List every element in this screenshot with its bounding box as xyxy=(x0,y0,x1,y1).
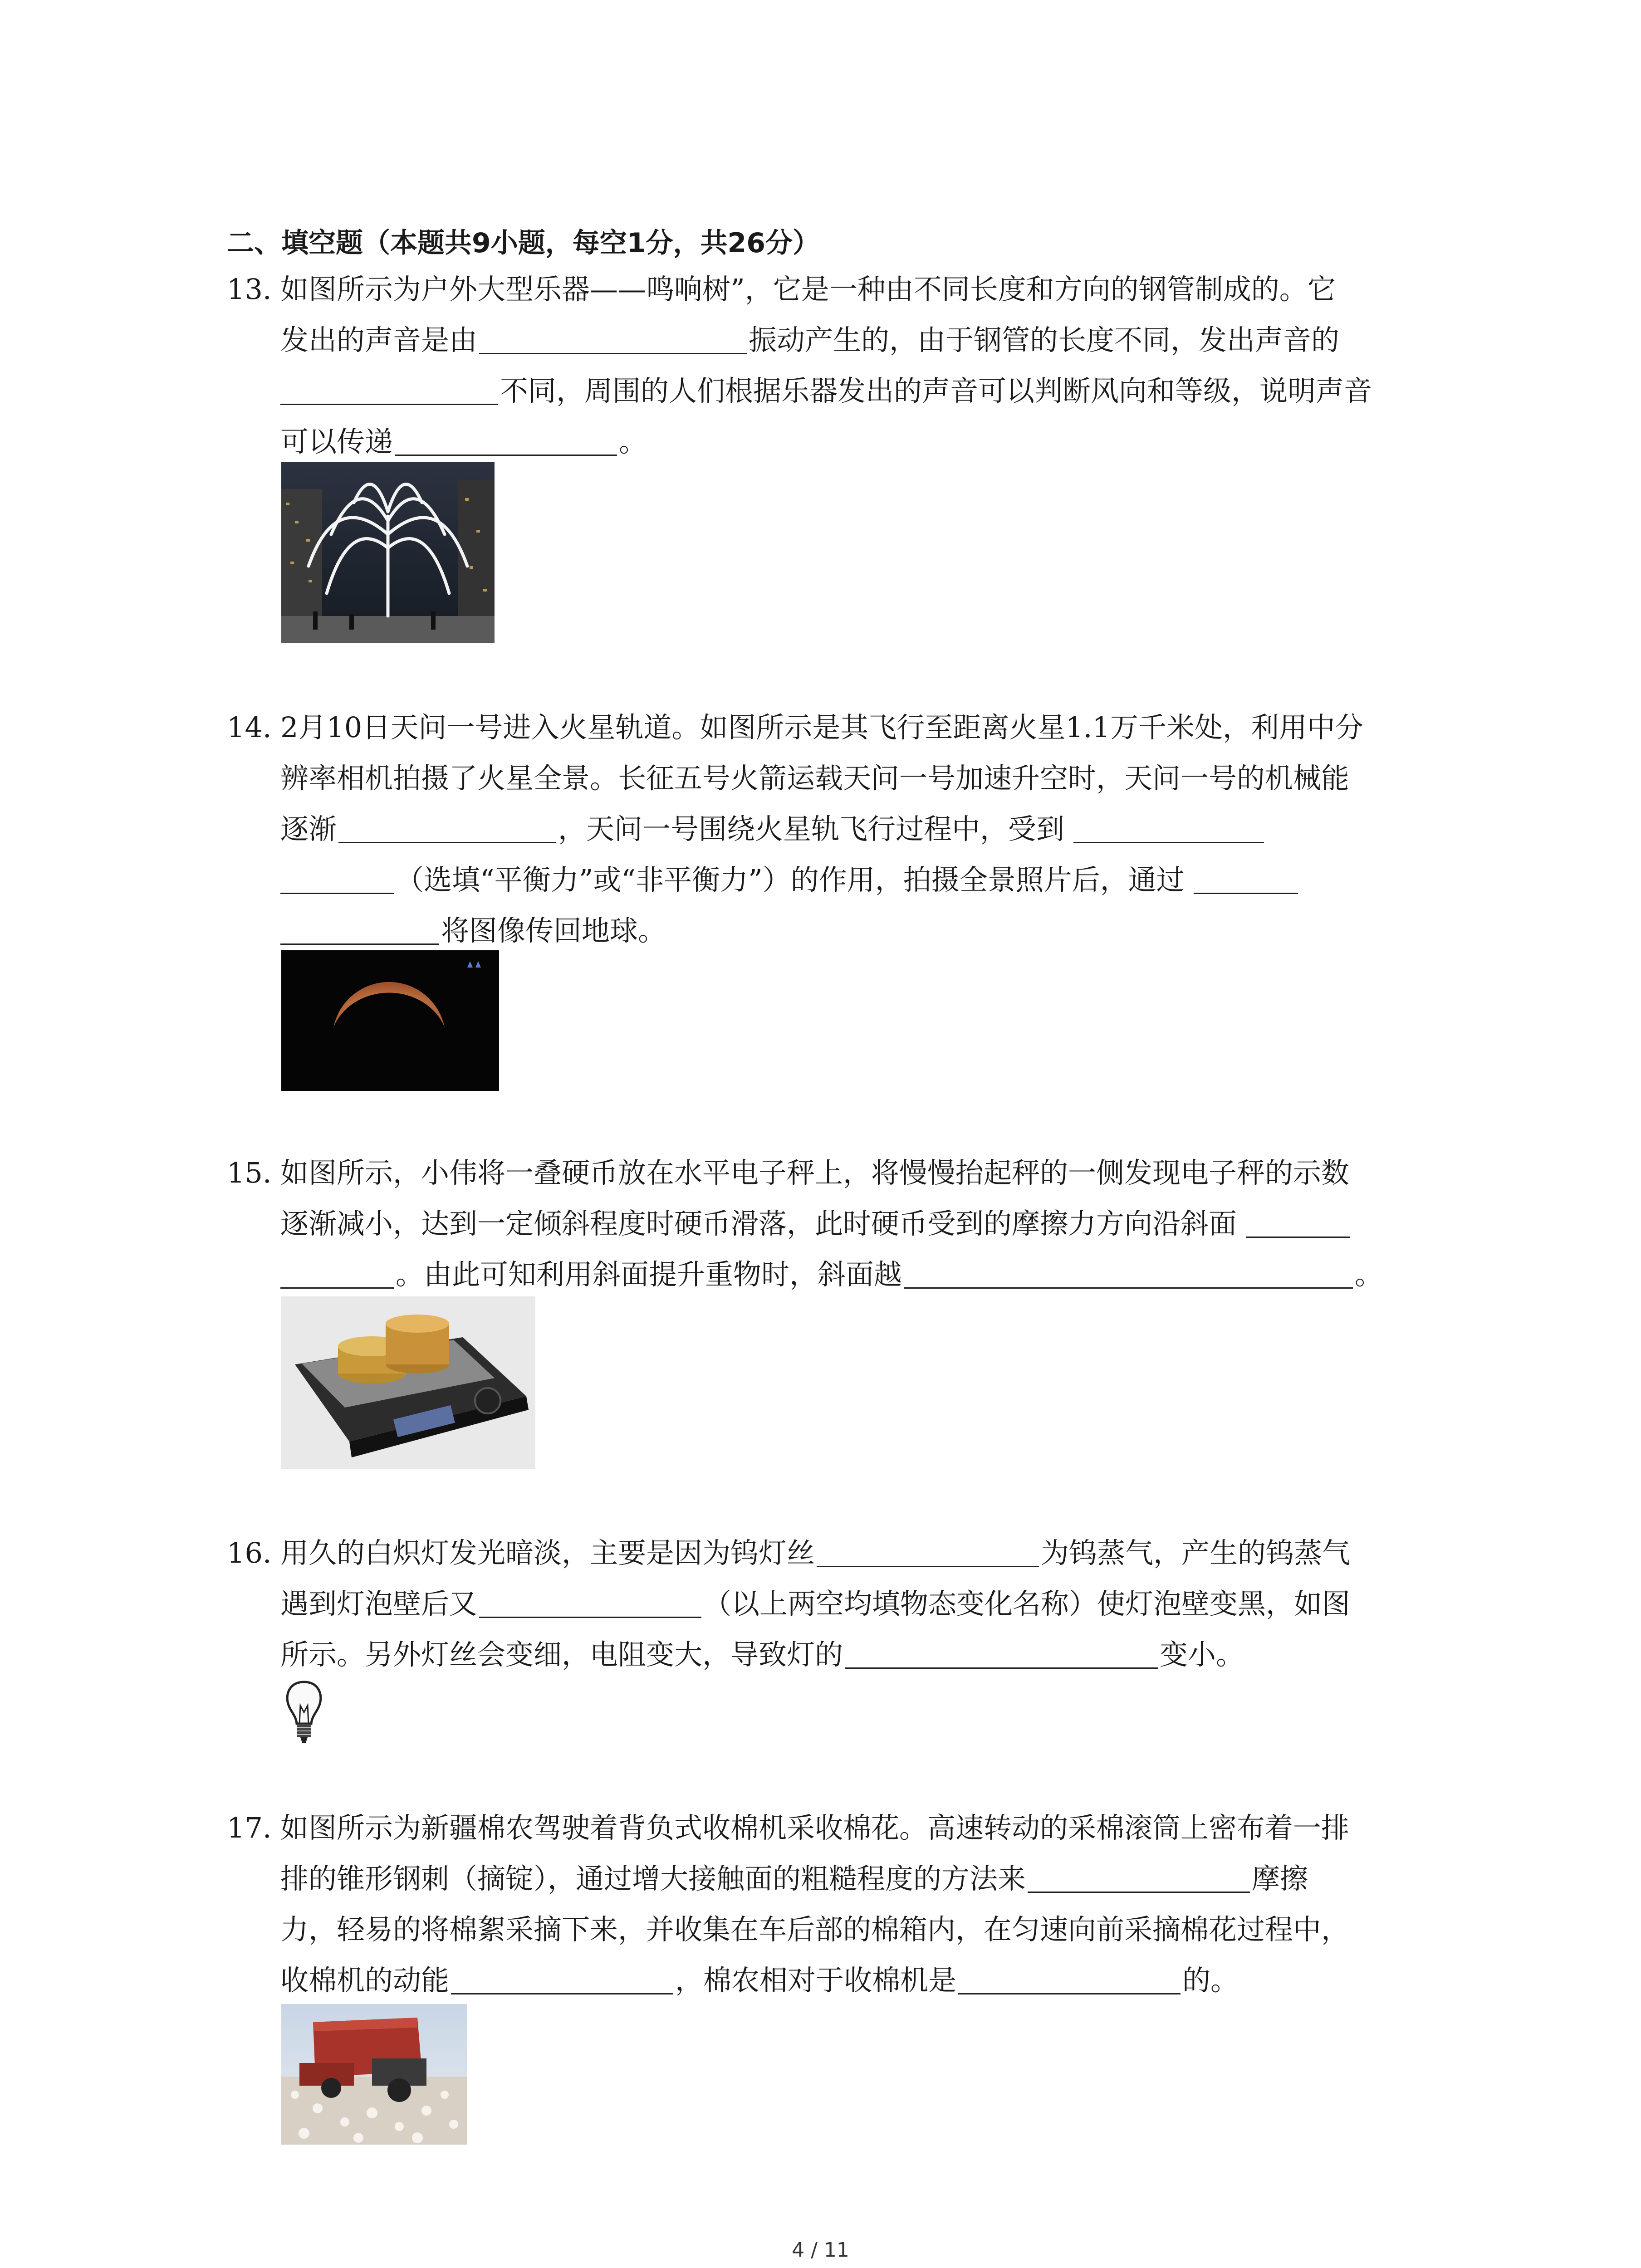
question-number: 13. xyxy=(227,273,272,306)
section-title: 二、填空题（本题共9小题，每空1分，共26分） xyxy=(227,227,820,259)
answer-blank[interactable] xyxy=(338,816,556,843)
question-13: 13. 如图所示为户外大型乐器——鸣响树”，它是一种由不同长度和方向的钢管制成的。它 发出的声音是由 振动产生的，由于钢管的长度不同，发出声音的 不同，周围的人们根据乐器发出的声音可以判断风向和等级，说明声音 可以传递 。 xyxy=(227,264,1452,467)
answer-blank[interactable] xyxy=(1246,1211,1350,1238)
question-number: 17. xyxy=(227,1811,272,1844)
question-16: 16. 用久的白炽灯发光暗淡，主要是因为钨灯丝 为钨蒸气，产生的钨蒸气 遇到灯泡壁后又 （以上两空均填物态变化名称）使灯泡壁变黑，如图 所示。另外灯丝会变细，电阻变大，导致灯的 变小。 xyxy=(227,1528,1452,1680)
mars-photo xyxy=(281,950,499,1091)
answer-blank[interactable] xyxy=(451,1968,673,1994)
page-number: 4 / 11 xyxy=(792,2239,849,2262)
electronic-scale-photo xyxy=(281,1296,535,1469)
answer-blank[interactable] xyxy=(280,1262,394,1289)
answer-blank[interactable] xyxy=(817,1540,1039,1567)
question-number: 16. xyxy=(227,1536,272,1569)
answer-blank[interactable] xyxy=(479,327,747,354)
light-bulb-icon xyxy=(281,1678,327,1746)
answer-blank[interactable] xyxy=(395,429,617,456)
question-14: 14. 2月10日天问一号进入火星轨道。如图所示是其飞行至距离火星1.1万千米处，利用中分 辨率相机拍摄了火星全景。长征五号火箭运载天问一号加速升空时，天问一号的机械能 逐渐 ，天问一号围绕火星轨飞行过程中，受到 （选填“平衡力”或“非平衡力”）的作用，拍摄全景照片后，通过 将图像传回地球。 xyxy=(227,702,1452,956)
answer-blank[interactable] xyxy=(479,1591,701,1618)
answer-blank[interactable] xyxy=(280,867,394,894)
answer-blank[interactable] xyxy=(280,378,498,405)
cotton-harvester-photo xyxy=(281,2004,467,2145)
answer-blank[interactable] xyxy=(845,1642,1158,1669)
answer-blank[interactable] xyxy=(1028,1866,1250,1893)
singing-tree-photo xyxy=(281,462,495,643)
question-17: 17. 如图所示为新疆棉农驾驶着背负式收棉机采收棉花。高速转动的采棉滚筒上密布着一排 排的锥形钢刺（摘锭），通过增大接触面的粗糙程度的方法来 摩擦 力，轻易的将棉絮采摘下来，并收集在车后部的棉箱内，在匀速向前采摘棉花过程中， 收棉机的动能 ，棉农相对于收棉机是 的。 xyxy=(227,1803,1452,2006)
question-number: 14. xyxy=(227,711,272,744)
question-15: 15. 如图所示，小伟将一叠硬币放在水平电子秤上，将慢慢抬起秤的一侧发现电子秤的示数 逐渐减小，达到一定倾斜程度时硬币滑落，此时硬币受到的摩擦力方向沿斜面 。由此可知利用斜面提升重物时，斜面越 。 xyxy=(227,1148,1452,1300)
question-number: 15. xyxy=(227,1156,272,1189)
answer-blank[interactable] xyxy=(904,1262,1353,1289)
answer-blank[interactable] xyxy=(1194,867,1298,894)
answer-blank[interactable] xyxy=(1073,816,1264,843)
answer-blank[interactable] xyxy=(280,918,439,945)
answer-blank[interactable] xyxy=(958,1968,1181,1994)
